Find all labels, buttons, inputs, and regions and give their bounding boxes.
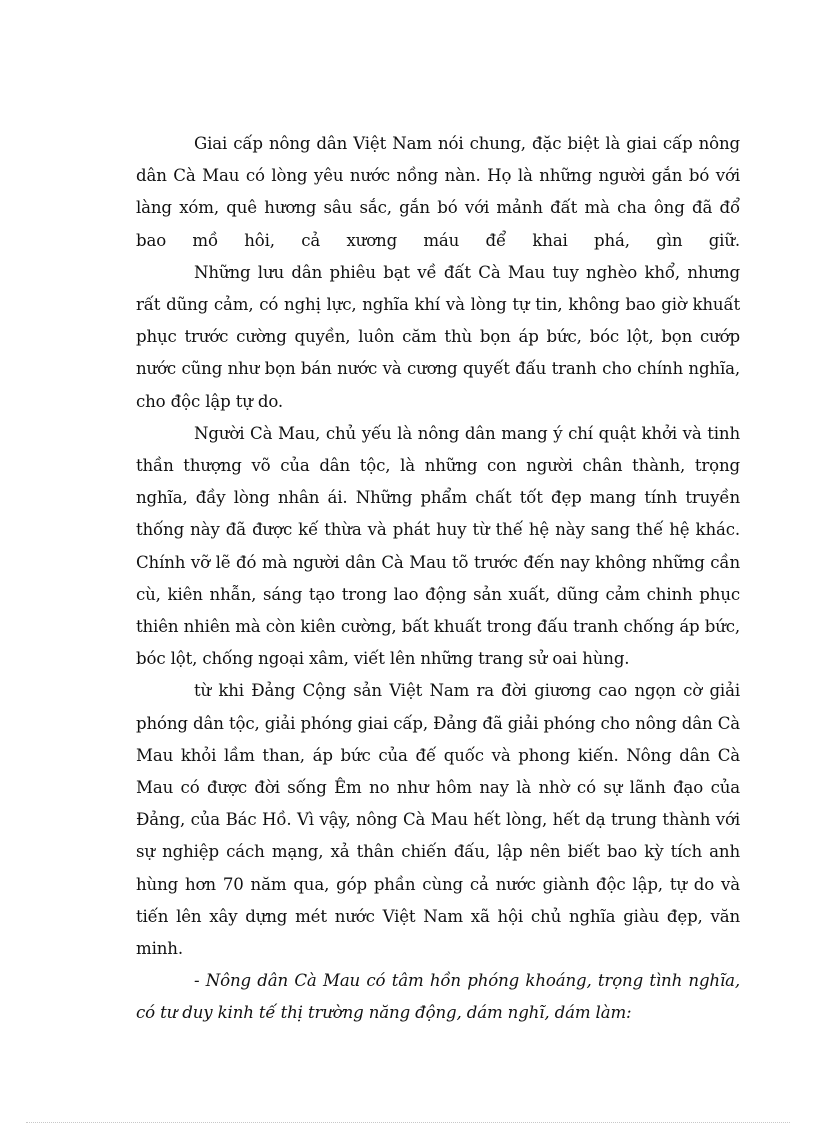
paragraph-2: Những lưu dân phiêu bạt về đất Cà Mau tuy nghèo khổ, nhưng rất dũng cảm, có nghị lực, nghĩa khí và lòng tự tin, không bao giờ khuất phục trước cường quyền, luôn căm thù bọn áp bức, bóc lột, bọn cướp nước cũng như bọn bán nước và cương quyết đấu tranh cho chính nghĩa, cho độc lập tự do.: [136, 262, 740, 411]
paragraph-4: từ khi Đảng Cộng sản Việt Nam ra đời giương cao ngọn cờ giải phóng dân tộc, giải phóng giai cấp, Đảng đã giải phóng cho nông dân Cà Mau khỏi lầm than, áp bức của đế quốc và phong kiến. Nông dân Cà Mau có được đời sống Êm no như hôm nay là nhờ có sự lãnh đạo của Đảng, của Bác Hồ. Vì vậy, nông Cà Mau hết lòng, hết dạ trung thành với sự nghiệp cách mạng, xả thân chiến đấu, lập nên biết bao kỳ tích anh hùng hơn 70 năm qua, góp phần cùng cả nước giành độc lập, tự do và tiến lên xây dựng mét nước Việt Nam xã hội chủ nghĩa giàu đẹp, văn minh.: [136, 681, 740, 959]
paragraph-5-italic: - Nông dân Cà Mau có tâm hồn phóng khoáng, trọng tình nghĩa, có tư duy kinh tế thị trường năng động, dám nghĩ, dám làm:: [136, 971, 740, 1023]
paragraph-1: Giai cấp nông dân Việt Nam nói chung, đặc biệt là giai cấp nông dân Cà Mau có lòng yêu nước nồng nàn. Họ là những người gắn bó với làng xóm, quê hương sâu sắc, gắn bó với mảnh đất mà cha ông đã đổ bao mồ hôi, cả xương máu để khai phá, gìn giữ.: [136, 134, 740, 250]
paragraph-3: Người Cà Mau, chủ yếu là nông dân mang ý chí quật khởi và tinh thần thượng võ của dân tộc, là những con người chân thành, trọng nghĩa, đầy lòng nhân ái. Những phẩm chất tốt đẹp mang tính truyền thống này đã được kế thừa và phát huy từ thế hệ này sang thế hệ khác. Chính vỡ lẽ đó mà người dân Cà Mau tõ trước đến nay không những cần cù, kiên nhẫn, sáng tạo trong lao động sản xuất, dũng cảm chinh phục thiên nhiên mà còn kiên cường, bất khuất trong đấu tranh chống áp bức, bóc lột, chống ngoại xâm, viết lên những trang sử oai hùng.: [136, 423, 740, 669]
document-body: [136, 128, 740, 1030]
